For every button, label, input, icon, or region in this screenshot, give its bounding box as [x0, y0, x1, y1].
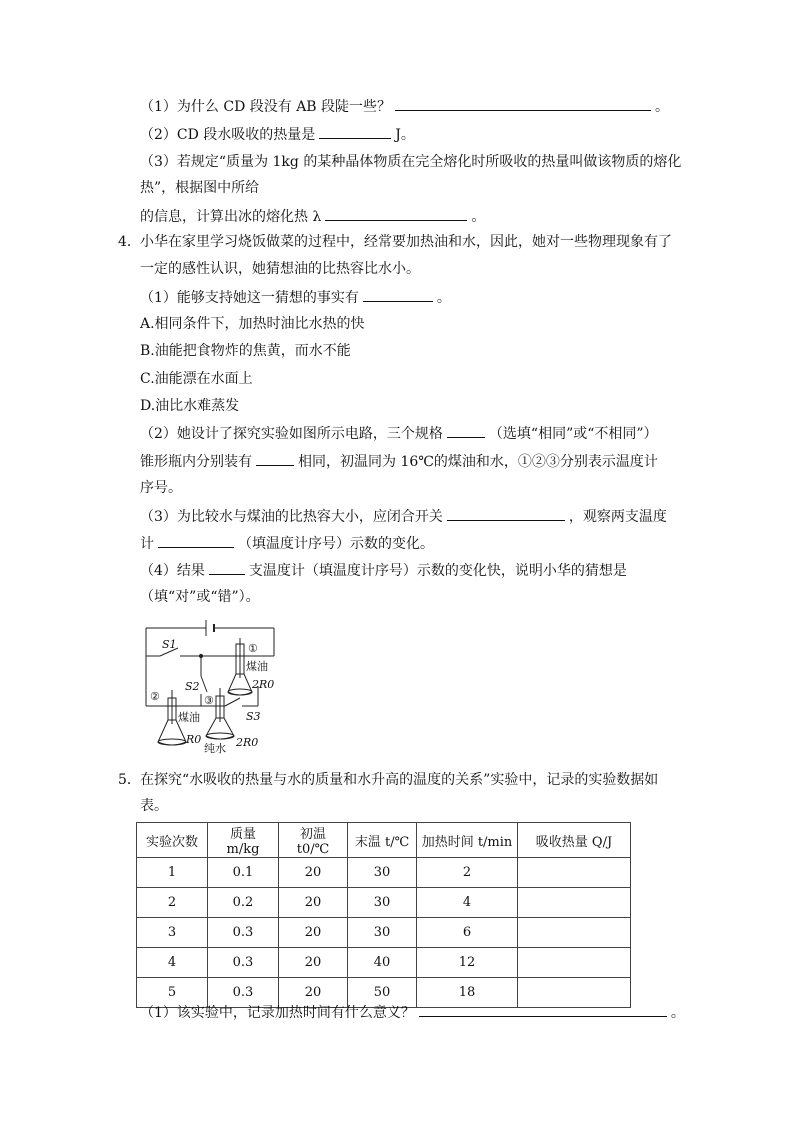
q3-part3-line2: 热”，根据图中所给 — [140, 180, 260, 196]
table-cell: 20 — [279, 858, 348, 888]
label-water: 纯水 — [204, 742, 226, 755]
label-thermometer-1: ① — [248, 642, 258, 655]
q3-part3-end: 。 — [471, 209, 486, 225]
circuit-diagram — [140, 616, 300, 756]
switch-s2 — [201, 676, 207, 692]
table-cell: 20 — [279, 948, 348, 978]
answer-blank[interactable] — [256, 451, 294, 466]
table-cell: 6 — [417, 918, 518, 948]
q4-part3-line2 — [140, 533, 434, 554]
table-cell: 20 — [279, 978, 348, 1008]
label-thermometer-3: ③ — [204, 694, 214, 707]
q5-intro-line1: 在探究“水吸收的热量与水的质量和水升高的温度的关系”实验中，记录的实验数据如 — [140, 772, 659, 788]
q4-part2-line1 — [140, 423, 658, 444]
table-row — [137, 918, 631, 948]
table-header: 末温 t/℃ — [348, 823, 417, 858]
q3-part1-text: （1）为什么 CD 段没有 AB 段陡一些？ — [140, 99, 392, 115]
table-cell: 30 — [348, 858, 417, 888]
q4-part3-text-b: ，观察两支温度 — [568, 509, 667, 525]
label-s1: S1 — [162, 638, 177, 651]
table-cell-empty[interactable] — [518, 888, 631, 918]
q3-part3-text: 的信息，计算出冰的熔化热 λ — [140, 209, 322, 225]
q4-part3-text-d: （填温度计序号）示数的变化。 — [238, 536, 434, 552]
q4-option-a: A.相同条件下，加热时油比水热的快 — [140, 316, 365, 332]
q4-part2-text-c: 锥形瓶内分别装有 — [140, 454, 252, 470]
data-table — [136, 822, 631, 1008]
q5-intro-line2: 表。 — [140, 798, 168, 814]
label-oil-1: 煤油 — [246, 660, 268, 673]
answer-blank[interactable] — [209, 560, 245, 575]
table-header: 质量 m/kg — [208, 823, 279, 858]
q3-part2 — [140, 124, 415, 145]
label-r-1: 2R0 — [252, 678, 275, 691]
q4-part3-text-a: （3）为比较水与煤油的比热容大小，应闭合开关 — [140, 509, 443, 525]
table-cell: 20 — [279, 888, 348, 918]
q5-part1-end: 。 — [670, 1005, 685, 1021]
table-cell-empty[interactable] — [518, 858, 631, 888]
label-s3: S3 — [246, 710, 261, 723]
q3-part1-end: 。 — [655, 99, 670, 115]
q3-part3-line3 — [140, 206, 485, 227]
q4-part2-text-a: （2）她设计了探究实验如图所示电路，三个规格 — [140, 426, 443, 442]
table-row — [137, 948, 631, 978]
table-cell: 30 — [348, 918, 417, 948]
table-cell: 0.2 — [208, 888, 279, 918]
label-thermometer-2: ② — [150, 690, 160, 703]
q4-part3-text-c: 计 — [140, 536, 154, 552]
table-header: 吸收热量 Q/J — [518, 823, 631, 858]
table-cell: 4 — [137, 948, 208, 978]
q4-number: 4． — [118, 234, 141, 250]
q4-part1 — [140, 287, 451, 308]
table-cell-empty[interactable] — [518, 948, 631, 978]
table-cell: 0.3 — [208, 948, 279, 978]
q3-part2-text: （2）CD 段水吸收的热量是 — [140, 127, 316, 143]
answer-blank[interactable] — [419, 1002, 667, 1017]
q4-part1-end: 。 — [436, 290, 451, 306]
q5-part1 — [140, 1002, 685, 1023]
table-header-row — [137, 823, 631, 858]
table-cell: 50 — [348, 978, 417, 1008]
table-cell: 18 — [417, 978, 518, 1008]
table-cell: 20 — [279, 918, 348, 948]
table-row — [137, 888, 631, 918]
table-header: 初温 t0/℃ — [279, 823, 348, 858]
q4-option-d: D.油比水难蒸发 — [140, 398, 240, 414]
answer-blank[interactable] — [363, 287, 433, 302]
q3-part3-line1: （3）若规定“质量为 1kg 的某种晶体物质在完全熔化时所吸收的热量叫做该物质的熔化 — [140, 154, 682, 170]
q4-part2-text-b: （选填“相同”或“不相同”） — [488, 426, 658, 442]
table-cell: 0.3 — [208, 978, 279, 1008]
table-cell: 1 — [137, 858, 208, 888]
q4-part2-line2 — [140, 451, 658, 472]
table-cell: 5 — [137, 978, 208, 1008]
q4-option-c: C.油能漂在水面上 — [140, 371, 253, 387]
q4-intro-line1: 小华在家里学习烧饭做菜的过程中，经常要加热油和水，因此，她对一些物理现象有了 — [140, 234, 672, 250]
q3-part2-unit: J。 — [395, 127, 415, 143]
q4-part2-text-d: 相同，初温同为 16℃的煤油和水，①②③分别表示温度计 — [298, 454, 658, 470]
table-row — [137, 858, 631, 888]
q3-part1 — [140, 96, 669, 117]
table-header: 实验次数 — [137, 823, 208, 858]
label-r-3: 2R0 — [236, 736, 259, 749]
q4-part2-line3: 序号。 — [140, 480, 182, 496]
q4-part1-text: （1）能够支持她这一猜想的事实有 — [140, 290, 359, 306]
answer-blank[interactable] — [447, 506, 565, 521]
label-oil-2: 煤油 — [178, 711, 200, 724]
table-cell: 4 — [417, 888, 518, 918]
answer-blank[interactable] — [447, 423, 485, 438]
q4-part4-line2: （填“对”或“错”）。 — [140, 589, 260, 605]
table-cell: 40 — [348, 948, 417, 978]
table-cell: 0.3 — [208, 918, 279, 948]
q4-part4-line1 — [140, 560, 627, 581]
q4-part4-text-b: 支温度计（填温度计序号）示数的变化快，说明小华的猜想是 — [248, 563, 627, 579]
table-cell: 0.1 — [208, 858, 279, 888]
table-header: 加热时间 t/min — [417, 823, 518, 858]
table-cell-empty[interactable] — [518, 918, 631, 948]
answer-blank[interactable] — [158, 533, 234, 548]
table-cell: 2 — [417, 858, 518, 888]
table-cell: 2 — [137, 888, 208, 918]
q5-part1-text: （1）该实验中，记录加热时间有什么意义？ — [140, 1005, 415, 1021]
label-r-2: R0 — [186, 733, 202, 746]
answer-blank[interactable] — [325, 206, 467, 221]
table-cell: 12 — [417, 948, 518, 978]
q4-part3-line1 — [140, 506, 667, 527]
label-s2: S2 — [185, 680, 200, 693]
q4-option-b: B.油能把食物炸的焦黄，而水不能 — [140, 343, 351, 359]
answer-blank[interactable] — [395, 96, 651, 111]
table-cell: 3 — [137, 918, 208, 948]
q5-number: 5． — [118, 772, 141, 788]
q4-part4-text-a: （4）结果 — [140, 563, 205, 579]
answer-blank[interactable] — [319, 124, 391, 139]
table-cell: 30 — [348, 888, 417, 918]
q4-intro-line2: 一定的感性认识，她猜想油的比热容比水小。 — [140, 261, 420, 277]
switch-s3 — [225, 698, 240, 706]
